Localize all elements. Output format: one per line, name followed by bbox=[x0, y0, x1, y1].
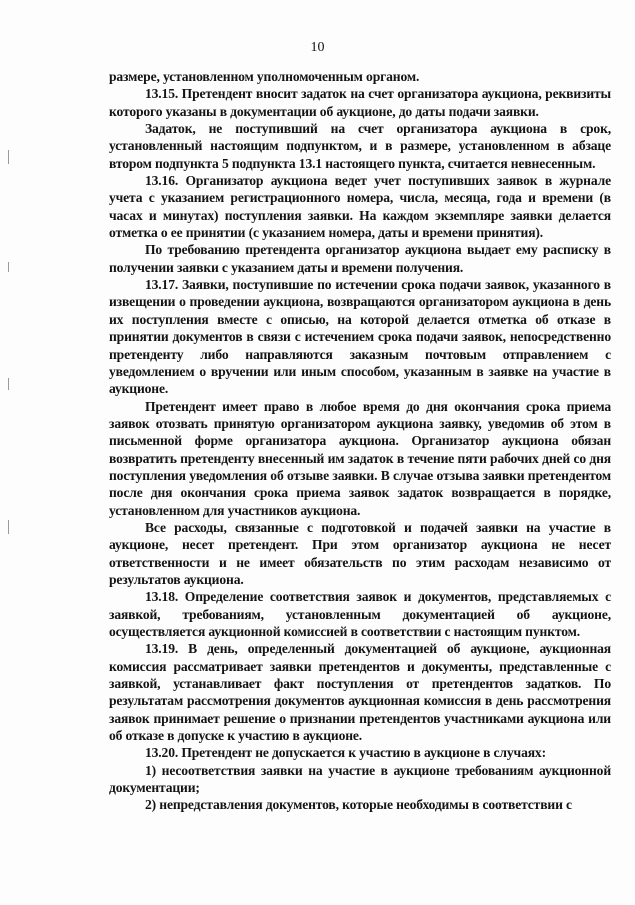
page-number: 10 bbox=[310, 40, 325, 55]
paragraph: Претендент имеет право в любое время до дня окончания срока приема заявок отозвать принятую организатором аукциона заявку, уведомив об этом в письменной форме организатора аукциона. Организатор аукциона обязан возвратить претенденту внесенный им задаток в течение пяти рабочих дней со дня поступления уведомления об отзыве заявки. В случае отзыва заявки претендентом после дня окончания срока приема заявок задаток возвращается в порядке, установленном для участников аукциона. bbox=[109, 398, 611, 518]
paragraph: 13.15. Претендент вносит задаток на счет организатора аукциона, реквизиты которого указаны в документации об аукционе, до даты подачи заявки. bbox=[109, 86, 611, 119]
paragraph: Задаток, не поступивший на счет организатора аукциона в срок, установленный настоящим подпунктом, и в размере, установленном в абзаце втором подпункта 5 подпункта 13.1 настоящего пункта, считается невнесенным. bbox=[109, 121, 611, 171]
list-item: 2) непредставления документов, которые необходимы в соответствии с bbox=[145, 797, 572, 813]
document-body bbox=[109, 68, 611, 814]
paragraph: размере, установленном уполномоченным органом. bbox=[109, 69, 420, 84]
paragraph: Все расходы, связанные с подготовкой и подачей заявки на участие в аукционе, несет претендент. При этом организатор аукциона не несет ответственности и не имеет обязательств по этим расходам независимо от результатов аукциона. bbox=[109, 519, 611, 587]
paragraph: 13.17. Заявки, поступившие по истечении срока подачи заявок, указанного в извещении о проведении аукциона, возвращаются организатором аукциона в день их поступления вместе с описью, на которой делается отметка об отказе в принятии документов в связи с истечением срока подачи заявок, непосредственно претенденту либо направляются заказным почтовым отправлением с уведомлением о вручении или иным способом, указанным в заявке на участие в аукционе. bbox=[109, 277, 611, 397]
paragraph: По требованию претендента организатор аукциона выдает ему расписку в получении заявки с указанием даты и времени получения. bbox=[109, 242, 611, 275]
paragraph: 13.20. Претендент не допускается к участию в аукционе в случаях: bbox=[145, 745, 546, 761]
scan-margin-mark bbox=[8, 378, 9, 390]
paragraph: 13.18. Определение соответствия заявок и документов, представляемых с заявкой, требованиям, установленным документацией об аукционе, осуществляется аукционной комиссией в соответствии с настоящим пунктом. bbox=[109, 589, 611, 639]
scan-margin-mark bbox=[8, 262, 9, 272]
paragraph: 13.19. В день, определенный документацией об аукционе, аукционная комиссия рассматривает заявки претендентов и документы, представленные с заявкой, устанавливает факт поступления от претендентов задатков. По результатам рассмотрения документов аукционная комиссия в день рассмотрения заявок принимает решение о признании претендентов участниками аукциона или об отказе в допуске к участию в аукционе. bbox=[109, 641, 611, 744]
scan-margin-mark bbox=[8, 150, 9, 164]
paragraph: 13.16. Организатор аукциона ведет учет поступивших заявок в журнале учета с указанием регистрационного номера, числа, месяца, года и времени (в часах и минутах) поступления заявки. На каждом экземпляре заявки делается отметка о ее принятии (с указанием номера, даты и времени принятия). bbox=[109, 173, 611, 241]
list-item: 1) несоответствия заявки на участие в аукционе требованиям аукционной документации; bbox=[109, 762, 611, 796]
scan-margin-mark bbox=[8, 520, 9, 534]
